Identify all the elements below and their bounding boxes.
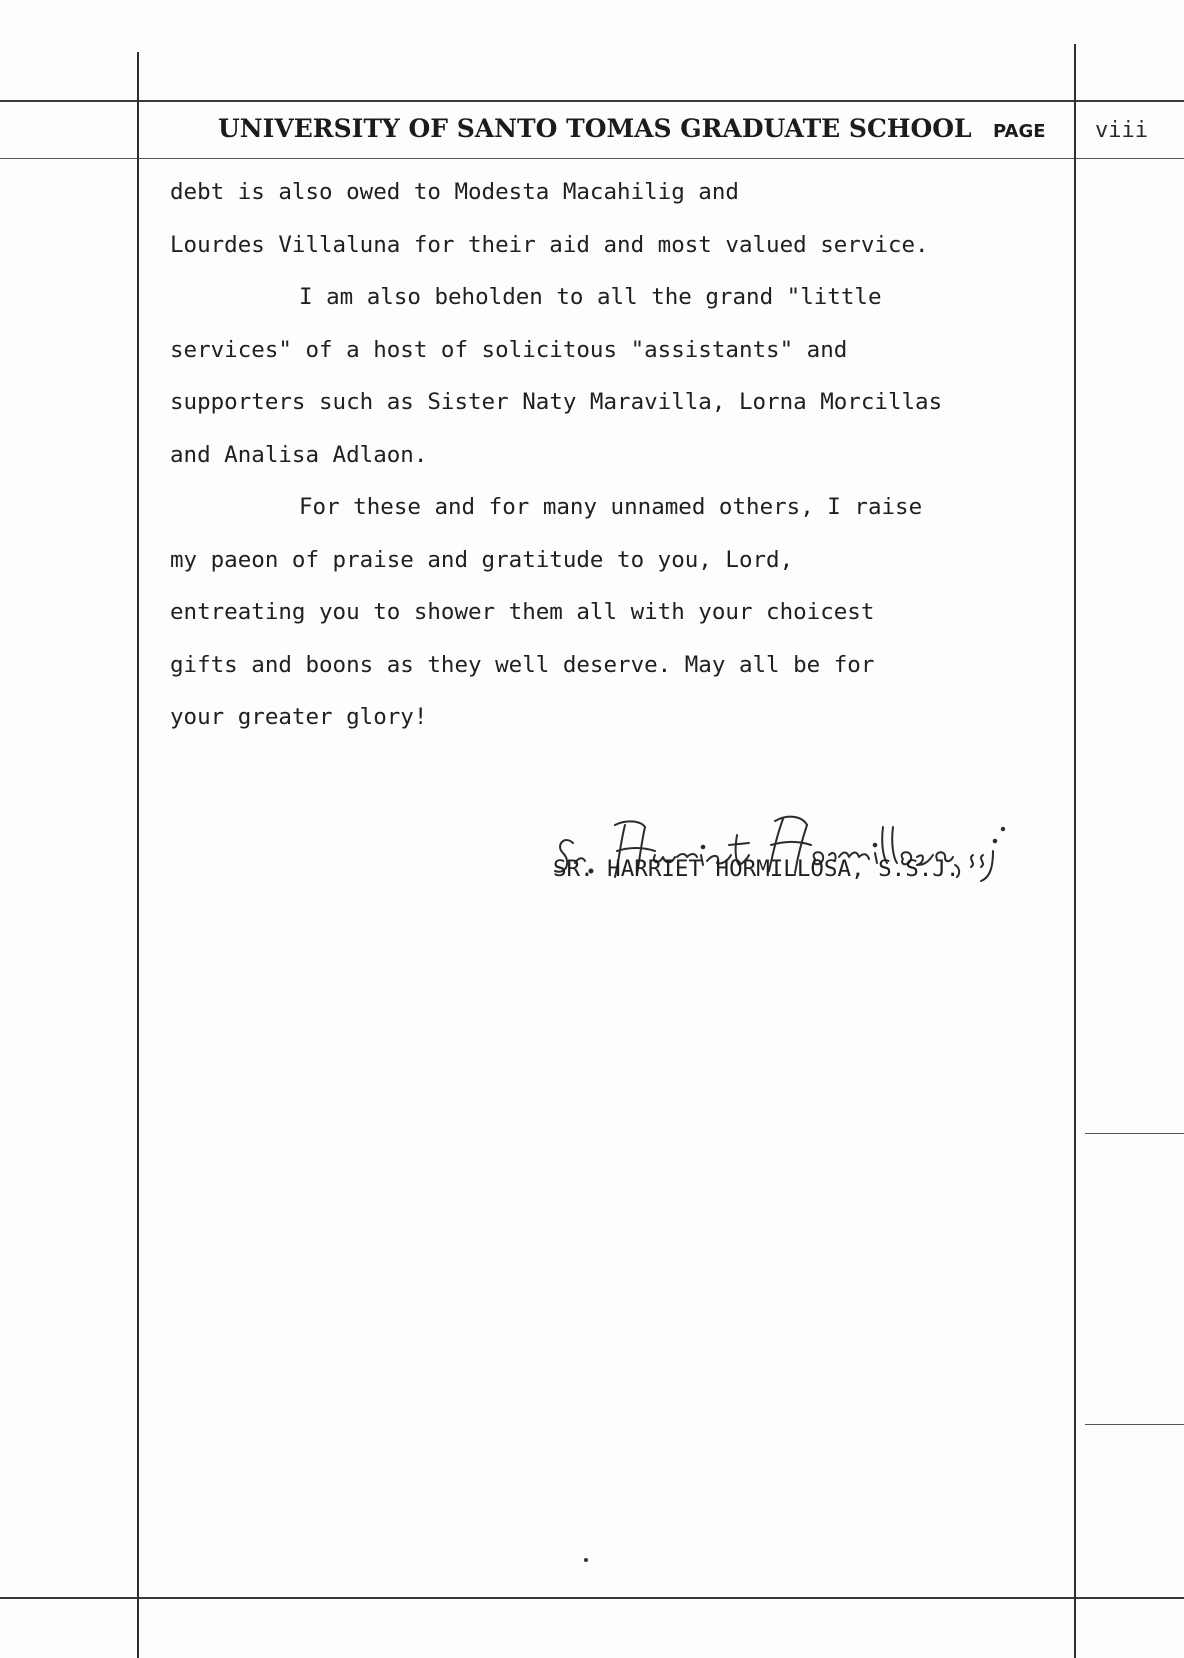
- header-bottom-rule: [0, 158, 1184, 159]
- page-title: UNIVERSITY OF SANTO TOMAS GRADUATE SCHOOL: [218, 114, 972, 143]
- right-margin-rule: [1074, 44, 1076, 1658]
- text-line: entreating you to shower them all with your choicest: [170, 599, 875, 625]
- page-number: viii: [1095, 118, 1148, 143]
- text-line: supporters such as Sister Naty Maravilla, Lorna Morcillas: [170, 389, 943, 415]
- text-line: Lourdes Villaluna for their aid and most valued service.: [170, 231, 929, 258]
- text-line: For these and for many unnamed others, I raise: [299, 494, 923, 520]
- text-line: my paeon of praise and gratitude to you, Lord,: [170, 546, 794, 573]
- text-line: your greater glory!: [170, 704, 428, 730]
- text-line: I am also beholden to all the grand "little: [299, 284, 882, 310]
- text-line: debt is also owed to Modesta Macahilig and: [170, 179, 739, 205]
- body-text: [170, 166, 1070, 744]
- left-margin-rule: [137, 52, 139, 1658]
- margin-mark-upper: [1085, 1133, 1184, 1134]
- text-line: services" of a host of solicitous "assistants" and: [170, 336, 848, 363]
- footer-rule: [0, 1597, 1184, 1599]
- text-line: gifts and boons as they well deserve. May all be for: [170, 651, 875, 678]
- page-label: PAGE: [993, 121, 1046, 142]
- text-line: and Analisa Adlaon.: [170, 441, 428, 468]
- signatory-name: SR. HARRIET HORMILLOSA, S.S.J.: [553, 856, 960, 882]
- header-top-rule: [0, 100, 1184, 102]
- margin-mark-lower: [1085, 1424, 1184, 1425]
- stray-dot: [584, 1558, 588, 1562]
